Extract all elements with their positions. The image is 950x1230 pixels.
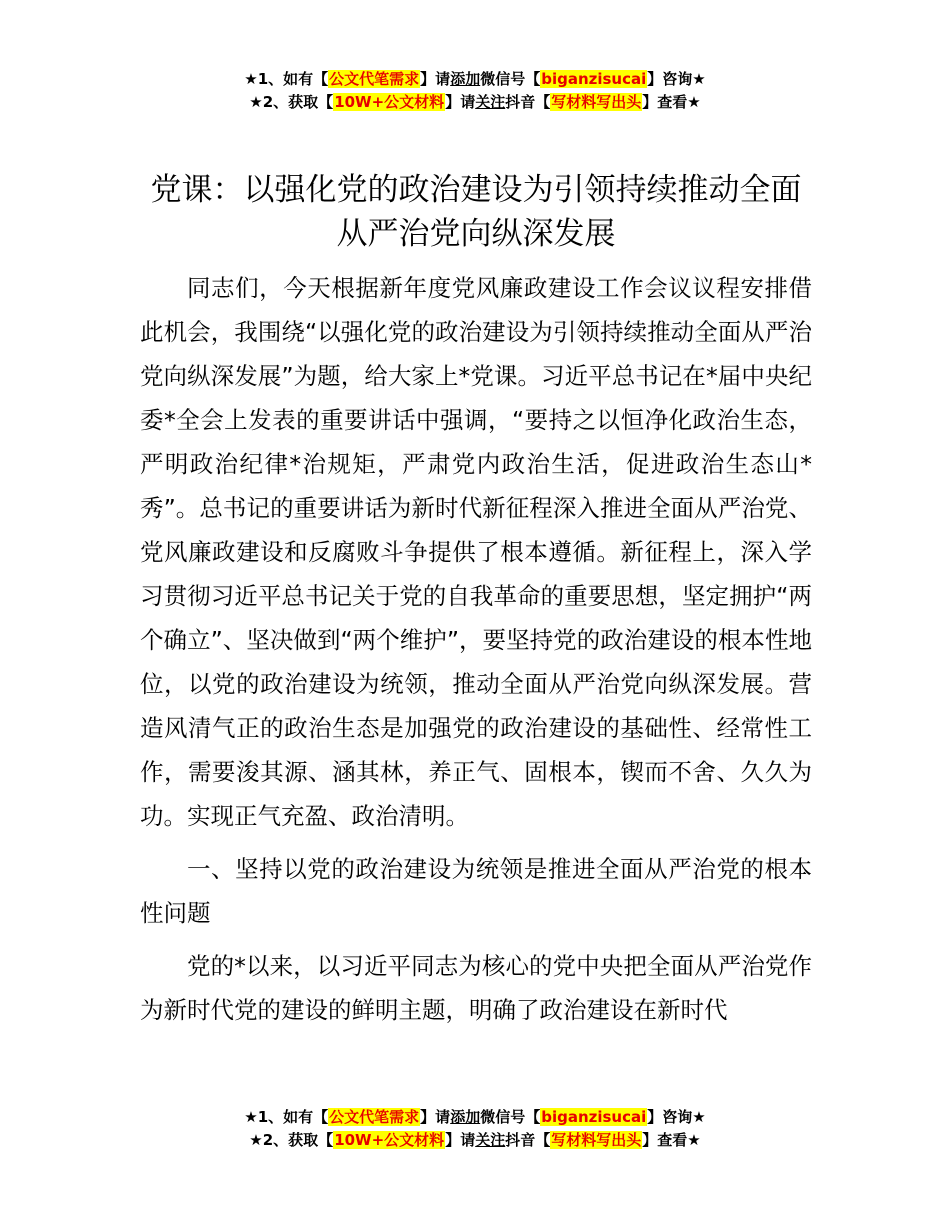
header-banner [0,68,950,114]
banner-line-1 [0,1106,950,1129]
document-body [140,266,812,1041]
paragraph: 同志们，今天根据新年度党风廉政建设工作会议议程安排借此机会，我围绕“以强化党的政治建设为引领持续推动全面从严治党向纵深发展”为题，给大家上*党课。习近平总书记在*届中央纪委*全会上发表的重要讲话中强调，“要持之以恒净化政治生态，严明政治纪律*治规矩，严肃党内政治生活，促进政治生态山*秀”。总书记的重要讲话为新时代新征程深入推进全面从严治党、党风廉政建设和反腐败斗争提供了根本遵循。新征程上，深入学习贯彻习近平总书记关于党的自我革命的重要思想，坚定拥护“两个确立”、坚决做到“两个维护”，要坚持党的政治建设的根本性地位，以党的政治建设为统领，推动全面从严治党向纵深发展。营造风清气正的政治生态是加强党的政治建设的基础性、经常性工作，需要浚其源、涵其林，养正气、固根本，锲而不舍、久久为功。实现正气充盈、政治清明。 [140,274,812,830]
banner-text: 】咨询★ [647,1108,706,1126]
highlight-text: 10W+公文材料 [334,93,445,111]
banner-text: 】咨询★ [647,70,706,88]
banner-text: ★2、获取【 [249,93,334,111]
banner-text: 】查看★ [642,93,701,111]
banner-text: 抖音【 [505,1131,551,1149]
banner-line-2 [0,1129,950,1152]
underlined-text: 关注 [475,93,506,111]
banner-text: 】请 [445,93,476,111]
banner-text: 抖音【 [505,93,551,111]
banner-line-1 [0,68,950,91]
douyin-account: 写材料写出头 [551,93,642,111]
banner-text: 】查看★ [642,1131,701,1149]
document-title: 党课：以强化党的政治建设为引领持续推动全面从严治党向纵深发展 [150,172,802,252]
underlined-text: 关注 [475,1131,506,1149]
highlight-text: 公文代笔需求 [329,70,420,88]
banner-text: ★1、如有【 [244,1108,329,1126]
banner-text: 】请 [445,1131,476,1149]
section-heading: 一、坚持以党的政治建设为统领是推进全面从严治党的根本性问题 [140,855,812,927]
banner-text: ★1、如有【 [244,70,329,88]
paragraph: 党的*以来，以习近平同志为核心的党中央把全面从严治党作为新时代党的建设的鲜明主题，明确了政治建设在新时代 [140,952,812,1024]
banner-line-2 [0,91,950,114]
banner-text: 微信号【 [480,70,541,88]
highlight-text: 10W+公文材料 [334,1131,445,1149]
wechat-id: biganzisucai [541,1108,647,1126]
douyin-account: 写材料写出头 [551,1131,642,1149]
banner-text: 】请 [420,70,451,88]
underlined-text: 添加 [450,1108,481,1126]
wechat-id: biganzisucai [541,70,647,88]
footer-banner [0,1106,950,1152]
highlight-text: 公文代笔需求 [329,1108,420,1126]
underlined-text: 添加 [450,70,481,88]
banner-text: 】请 [420,1108,451,1126]
banner-text: ★2、获取【 [249,1131,334,1149]
banner-text: 微信号【 [480,1108,541,1126]
